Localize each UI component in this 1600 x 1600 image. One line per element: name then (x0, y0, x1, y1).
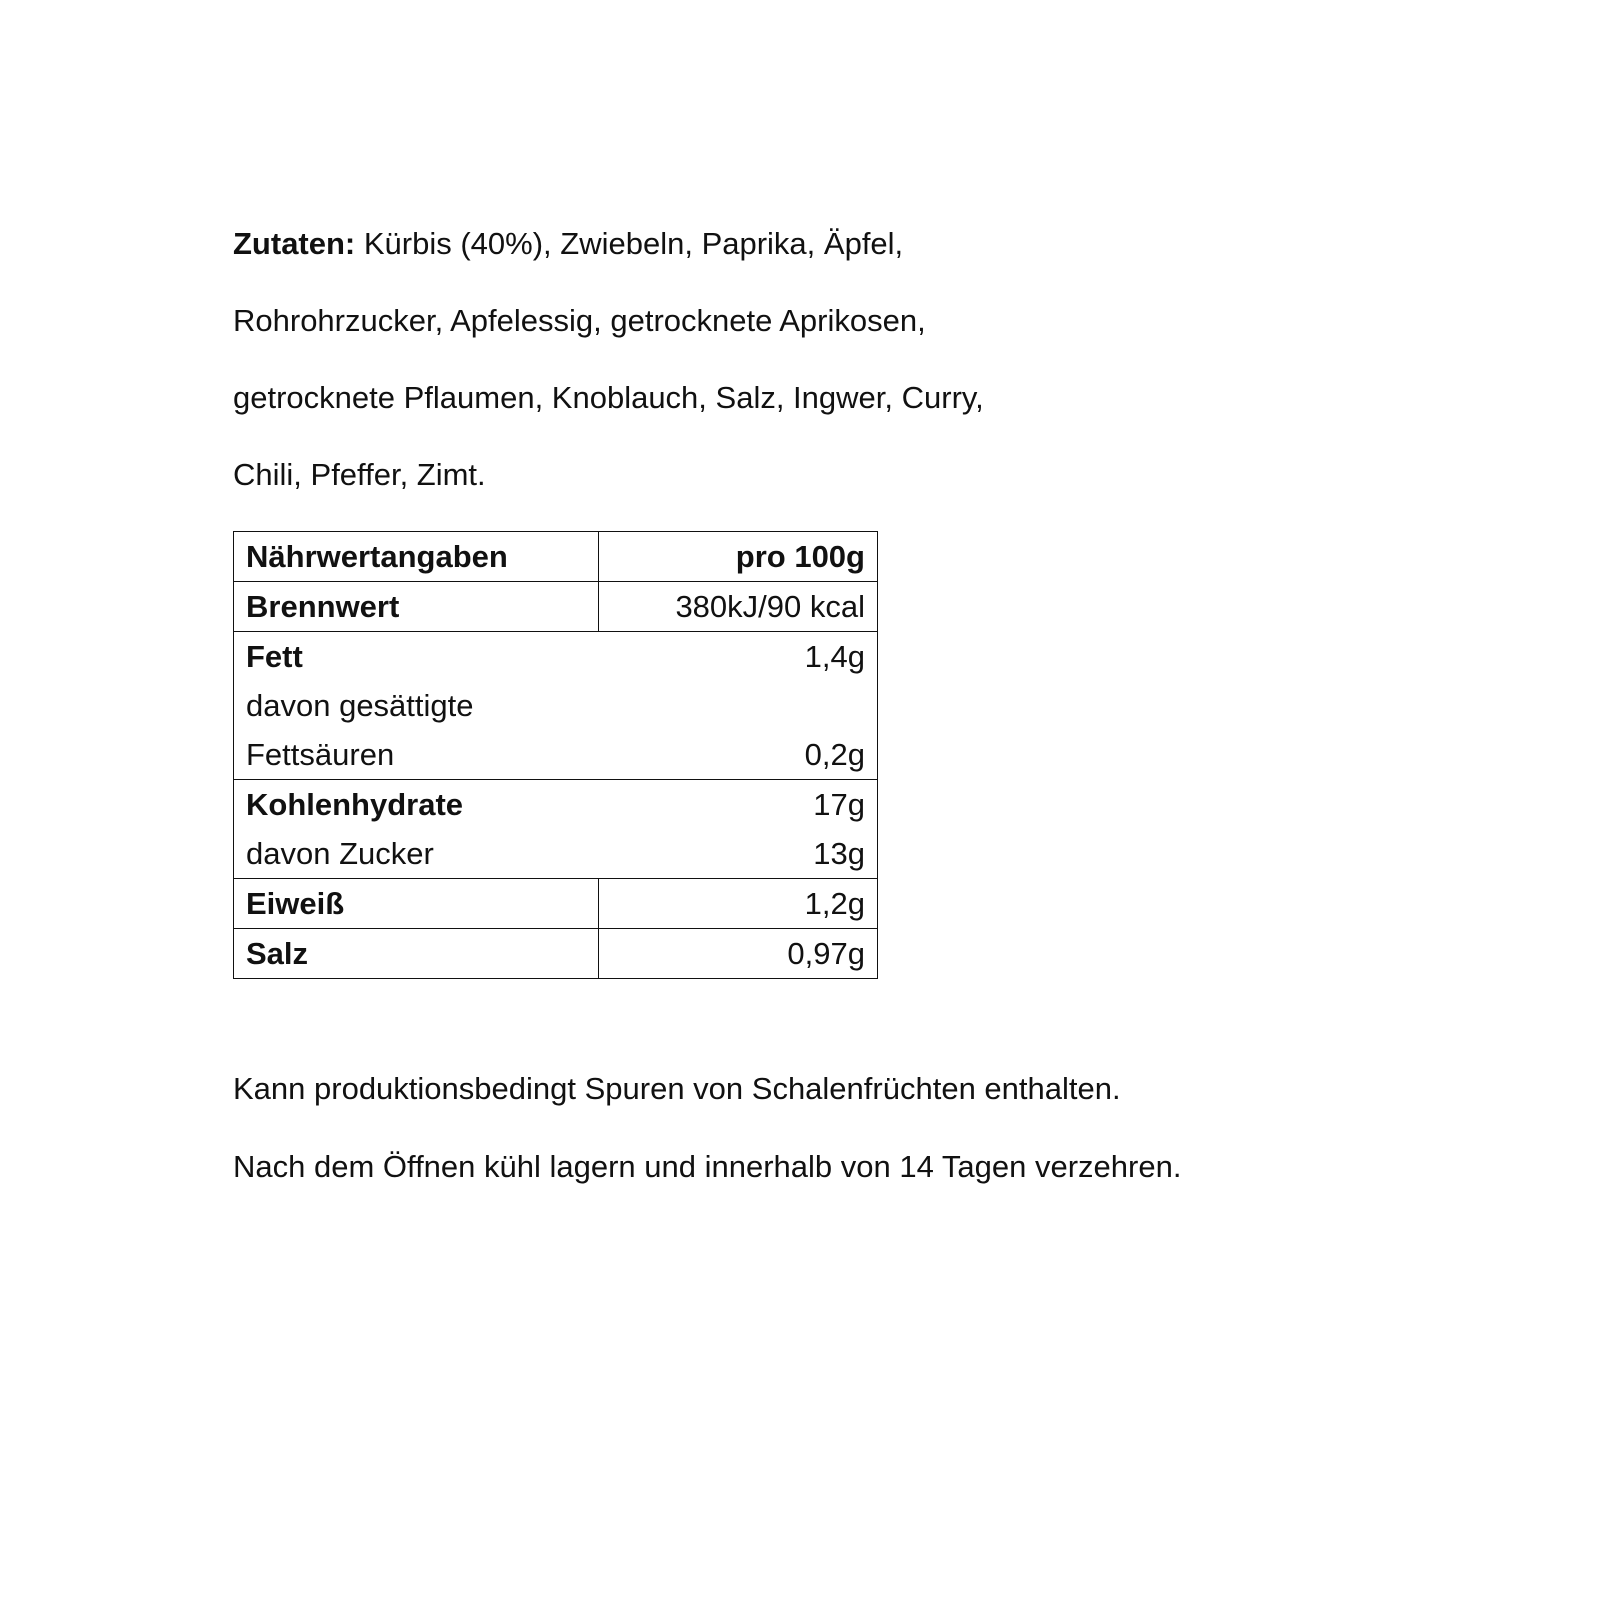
carbs-value: 17g (813, 787, 865, 822)
ingredients-label: Zutaten: (233, 226, 356, 261)
protein-label: Eiweiß (246, 886, 345, 921)
protein-value-cell (599, 879, 878, 929)
header-label: Nährwertangaben (246, 539, 508, 574)
table-row (234, 879, 878, 929)
energy-label-cell (234, 582, 599, 632)
table-row (234, 532, 878, 582)
protein-value: 1,2g (804, 886, 865, 921)
carbs-label: Kohlenhydrate (246, 787, 464, 822)
header-value-cell (599, 532, 878, 582)
salt-value: 0,97g (787, 936, 865, 971)
table-row (234, 582, 878, 632)
carbs-sub-label: davon Zucker (246, 836, 434, 871)
fat-sub-label-1: davon gesättigte (246, 688, 474, 723)
storage-note: Nach dem Öffnen kühl lagern und innerhalb von 14 Tagen verzehren. (233, 1149, 1182, 1184)
header-label-cell (234, 532, 599, 582)
carbs-sub-value: 13g (813, 836, 865, 871)
fat-label: Fett (246, 639, 303, 674)
ingredients-line-4: Chili, Pfeffer, Zimt. (233, 457, 486, 492)
fat-sub-value: 0,2g (804, 737, 865, 772)
fat-sub-label-2: Fettsäuren (246, 737, 395, 772)
energy-label: Brennwert (246, 589, 400, 624)
table-row (234, 780, 878, 879)
carbs-cell (234, 780, 878, 879)
fat-cell (234, 632, 878, 780)
ingredients-line-2: Rohrohrzucker, Apfelessig, getrocknete Aprikosen, (233, 303, 926, 338)
salt-value-cell (599, 929, 878, 979)
ingredients-text-1: Kürbis (40%), Zwiebeln, Paprika, Äpfel, (355, 226, 904, 261)
energy-value: 380kJ/90 kcal (675, 589, 865, 624)
nutrition-table (233, 531, 878, 979)
fat-spacer (805, 681, 865, 730)
energy-value-cell (599, 582, 878, 632)
salt-label: Salz (246, 936, 309, 971)
protein-label-cell (234, 879, 599, 929)
ingredients-line-3: getrocknete Pflaumen, Knoblauch, Salz, Ingwer, Curry, (233, 380, 984, 415)
header-value: pro 100g (735, 539, 865, 574)
fat-value: 1,4g (804, 639, 865, 674)
table-row (234, 632, 878, 780)
allergen-note: Kann produktionsbedingt Spuren von Schalenfrüchten enthalten. (233, 1071, 1121, 1106)
table-row (234, 929, 878, 979)
salt-label-cell (234, 929, 599, 979)
ingredients-line-1 (233, 225, 903, 263)
